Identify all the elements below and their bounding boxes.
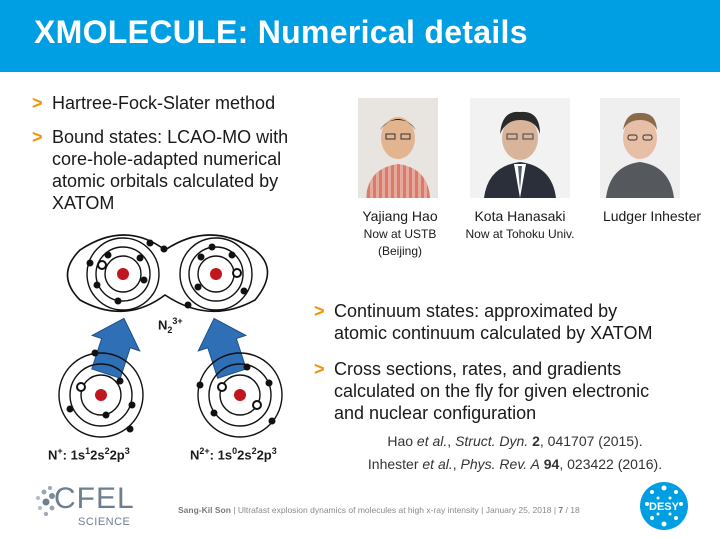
occupation: 3 xyxy=(124,446,130,456)
ref-pages: , 023422 (2016). xyxy=(559,456,663,472)
affiliation-line: Now at Tohoku Univ. xyxy=(465,227,575,241)
orbital: 1s xyxy=(70,447,86,463)
bullet-text: Hartree-Fock-Slater method xyxy=(52,93,276,113)
occupation: 0 xyxy=(232,446,238,456)
bullet-line: and nuclear configuration xyxy=(334,403,537,423)
occupation: 2 xyxy=(104,446,110,456)
ion-charge: 2+ xyxy=(199,446,210,456)
ion-charge: + xyxy=(57,446,63,456)
person-name: Kota Hanasaki xyxy=(474,208,566,224)
bullet-bound-states xyxy=(32,126,289,214)
molecule-label xyxy=(158,316,183,335)
footer-author: Sang-Kil Son xyxy=(178,505,231,515)
bullet-mark: > xyxy=(314,301,325,321)
bullet-line: Continuum states: approximated by xyxy=(334,301,618,321)
bullet-line: calculated on the fly for given electronic xyxy=(334,381,650,401)
bullet-mark: > xyxy=(314,359,325,379)
cfel-logo xyxy=(30,482,140,532)
footer-total: / 18 xyxy=(565,505,580,515)
molecule-charge: 3+ xyxy=(172,316,183,326)
orbital: 2p xyxy=(256,447,272,463)
person-name: Yajiang Hao xyxy=(362,208,438,224)
person-affiliation xyxy=(350,226,450,260)
hole xyxy=(98,261,106,269)
orbital: 2s xyxy=(90,447,105,463)
ref-author: Inhester xyxy=(367,456,419,472)
title-bar xyxy=(0,0,720,72)
affiliation-line: (Beijing) xyxy=(377,244,422,258)
person-name: Ludger Inhester xyxy=(602,208,702,224)
ref-volume: 2 xyxy=(532,433,540,449)
footer: Sang-Kil Son | Ultrafast explosion dynamics of molecules at high x-ray intensity | January 25, 2018 | 7 / 18 xyxy=(178,505,580,515)
ion-symbol: N xyxy=(190,447,200,463)
hole xyxy=(253,401,261,409)
bullet-hartree xyxy=(32,92,276,114)
affiliation-line: Now at USTB xyxy=(363,227,437,241)
arrow-up-icon xyxy=(190,311,255,382)
footer-talk: Ultrafast explosion dynamics of molecules at high x-ray intensity xyxy=(237,505,479,515)
person-affiliation xyxy=(452,226,588,243)
nucleus xyxy=(210,268,222,280)
ref-volume: 94 xyxy=(543,456,560,472)
bullet-line: Bound states: LCAO-MO with xyxy=(52,127,289,147)
ref-journal: Phys. Rev. A xyxy=(460,456,540,472)
nucleus xyxy=(117,268,129,280)
ref-author: Hao xyxy=(387,433,414,449)
hole xyxy=(77,383,85,391)
bullet-cross-sections xyxy=(314,358,650,424)
hole xyxy=(218,383,226,391)
orbital: 2p xyxy=(109,447,125,463)
electron-configuration-diagram xyxy=(40,225,310,475)
occupation: 1 xyxy=(85,446,91,456)
slide-title: XMOLECULE: Numerical details xyxy=(34,14,528,50)
cfel-science: SCIENCE xyxy=(78,516,131,528)
cfel-dots-icon xyxy=(30,484,56,518)
occupation: 2 xyxy=(251,446,257,456)
orbital: 1s xyxy=(217,447,233,463)
arrow-up-icon xyxy=(82,311,147,382)
desy-text: DESY xyxy=(649,501,679,513)
nucleus xyxy=(234,389,246,401)
bullet-line: XATOM xyxy=(52,193,115,213)
bullet-line: atomic orbitals calculated by xyxy=(52,171,279,191)
ref-pages: , 041707 (2015). xyxy=(539,433,643,449)
nucleus xyxy=(95,389,107,401)
desy-logo xyxy=(638,480,690,532)
bullet-line: core-hole-adapted numerical xyxy=(52,149,282,169)
footer-page: 7 xyxy=(558,505,564,515)
bullet-continuum xyxy=(314,300,653,344)
molecule-subscript: 2 xyxy=(167,324,173,335)
molecule-symbol: N xyxy=(158,317,168,333)
photo-kota-hanasaki xyxy=(470,98,570,198)
photo-yajiang-hao xyxy=(358,98,438,198)
bullet-line: atomic continuum calculated by XATOM xyxy=(334,323,653,343)
hole xyxy=(233,269,241,277)
ion-label-n-plus: N+: $1s^12s^22p^3$ xyxy=(48,446,130,463)
reference-inhester: Inhester et al., Phys. Rev. A 94, 023422 (2016). xyxy=(367,456,663,472)
bullet-mark: > xyxy=(32,93,43,113)
photo-ludger-inhester xyxy=(600,98,680,198)
ion-label-n-2plus: $N^{2+}$: $1s^02s^22p^3$ xyxy=(190,446,277,463)
bullet-mark: > xyxy=(32,127,43,147)
reference-hao: Hao et al., Struct. Dyn. 2, 041707 (2015). xyxy=(387,433,643,449)
molecule-n2 xyxy=(68,235,268,311)
occupation: 3 xyxy=(271,446,277,456)
cfel-text: CFEL xyxy=(54,482,135,515)
ref-etal: et al. xyxy=(416,433,448,449)
ref-etal: et al. xyxy=(422,456,453,472)
footer-date: January 25, 2018 xyxy=(485,505,552,515)
ref-journal: Struct. Dyn. xyxy=(455,433,529,449)
bullet-line: Cross sections, rates, and gradients xyxy=(334,359,622,379)
orbital: 2s xyxy=(237,447,252,463)
ion-symbol: N xyxy=(48,447,58,463)
